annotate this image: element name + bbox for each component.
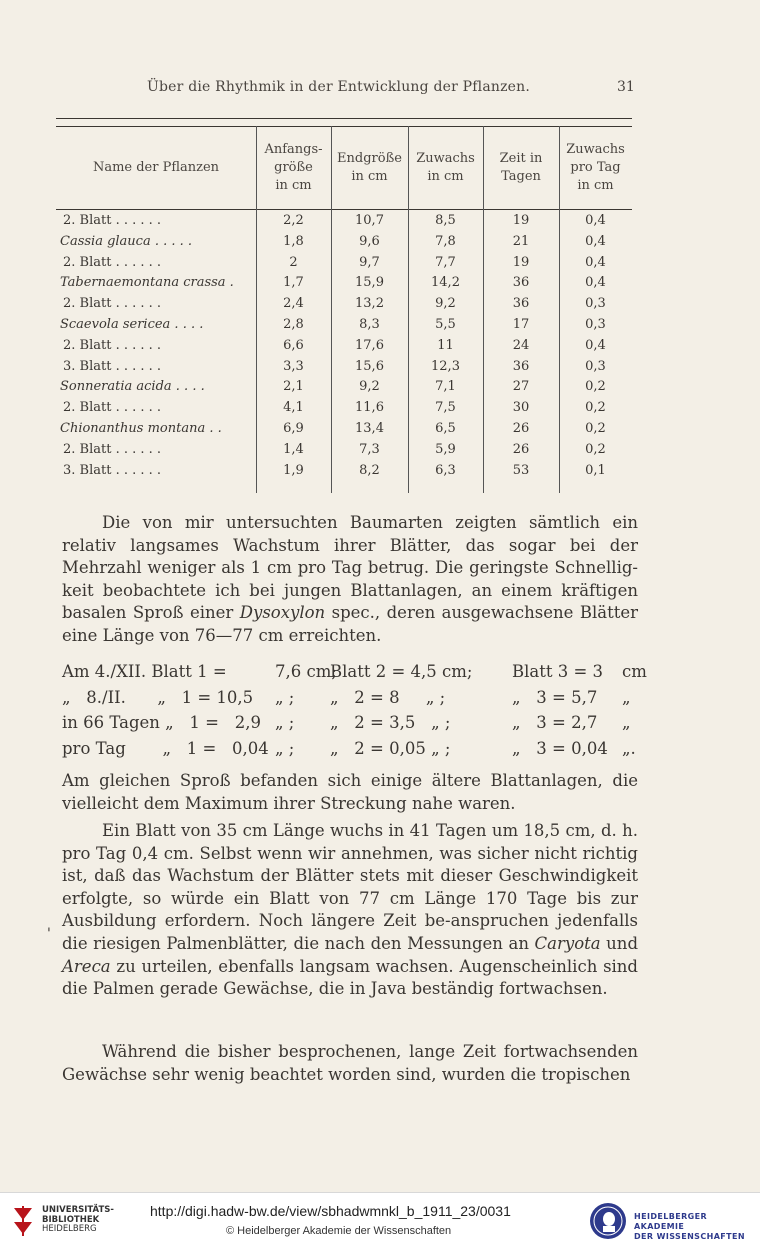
academy-line: HEIDELBERGER AKADEMIE [634, 1212, 708, 1231]
table-cell: 9,7 [359, 254, 380, 270]
leaf-label: 2. Blatt . . . . . . [63, 400, 162, 416]
table-cell: 2,1 [283, 379, 304, 395]
table-cell: 0,2 [585, 379, 606, 395]
running-title: Über die Rhythmik in der Entwicklung der Pflanzen. [147, 79, 531, 95]
text-run: Die von mir untersuchten Baumarten zeigten sämtlich ein relativ langsames Wachstum ihrer Blätter, das sogar bei der Mehrzahl weniger als 1 cm pro Tag betrug. Die geringste Schnellig-keit beobachtete ich bei jungen Blattanlagen, an einem kräftigen basalen Sproß einer [62, 513, 638, 623]
measurement-segment: „ 2 = 0,05 „ ; [330, 738, 451, 758]
academy-line: DER WISSENSCHAFTEN [634, 1232, 745, 1241]
table-cell: 0,4 [585, 275, 606, 291]
table-cell: 15,6 [355, 358, 384, 374]
measurement-segment: cm [622, 662, 647, 681]
table-row [56, 255, 632, 275]
table-cell: 36 [512, 358, 530, 374]
table-cell: 7,3 [359, 441, 380, 457]
table-row [56, 338, 632, 358]
leaf-label: 2. Blatt . . . . . . [63, 254, 162, 270]
measurement-line [62, 739, 652, 763]
page-number: 31 [617, 79, 635, 95]
table-row [56, 421, 632, 441]
table-cell: 6,9 [283, 421, 304, 436]
table-cell: 0,2 [585, 441, 606, 457]
running-header [0, 79, 760, 101]
table-cell: 13,4 [355, 421, 384, 436]
measurement-segment: „ 2 = 3,5 „ ; [330, 713, 451, 732]
header-initial-size [256, 126, 331, 209]
footer-bar [0, 1192, 760, 1250]
species-name: Sonneratia acida . . . . [60, 379, 205, 395]
table-cell: 17,6 [355, 337, 384, 353]
paragraph-3-text [62, 820, 638, 1001]
table-cell: 0,4 [585, 337, 606, 353]
measurement-segment: Blatt 2 = 4,5 cm; [330, 662, 473, 681]
table-cell: 1,8 [283, 233, 304, 249]
table-cell: 0,2 [585, 400, 606, 416]
species-name: Tabernaemontana crassa . [60, 275, 234, 291]
table-cell: 11 [437, 337, 454, 353]
leaf-label: 2. Blatt . . . . . . [63, 441, 162, 457]
table-cell: 4,1 [283, 400, 304, 416]
header-line: Anfangs- [264, 141, 323, 157]
table-cell: 1,4 [283, 441, 304, 457]
margin-mark: ' [47, 926, 51, 942]
paragraph-4 [62, 1041, 638, 1086]
table-cell: 30 [512, 400, 530, 416]
table-cell: 14,2 [431, 275, 460, 291]
table-cell: 1,7 [283, 275, 304, 291]
table-row [56, 213, 632, 233]
paragraph-1-text [62, 512, 638, 648]
measurement-segment: „ 2 = 8 „ ; [330, 687, 446, 707]
table-cell: 1,9 [283, 462, 304, 478]
table-row [56, 400, 632, 420]
table-cell: 2,8 [283, 317, 304, 332]
measurement-segment: „. [622, 738, 636, 758]
table-cell: 24 [512, 337, 530, 353]
measurement-line [62, 662, 652, 686]
table-cell: 10,7 [355, 213, 384, 228]
table-cell: 8,3 [359, 317, 380, 332]
header-time [483, 126, 559, 209]
table-cell: 0,3 [585, 296, 606, 312]
table-cell: 2 [289, 254, 298, 270]
measurement-segment: 7,6 cm; [275, 662, 337, 681]
table-cell: 0,3 [585, 358, 606, 374]
table-row [56, 379, 632, 399]
document-url-link[interactable]: http://digi.hadw-bw.de/view/sbhadwmnkl_b_1911_23/0031 [150, 1203, 511, 1219]
text-run-italic: Dysoxylon [239, 603, 326, 623]
table-cell: 0,4 [585, 213, 606, 228]
header-name [56, 126, 256, 209]
table-cell: 8,5 [435, 213, 456, 228]
table-cell: 2,2 [283, 213, 304, 228]
table-row [56, 463, 632, 483]
header-line: Zuwachs [416, 150, 475, 166]
header-growth-per-day [559, 126, 632, 209]
table-cell: 12,3 [431, 358, 460, 374]
table-cell: 8,2 [359, 462, 380, 478]
table-cell: 21 [512, 233, 530, 249]
table-cell: 2,4 [283, 296, 304, 312]
header-name-text: Name der Pflanzen [92, 159, 220, 175]
copyright-notice: © Heidelberger Akademie der Wissenschaften [226, 1225, 452, 1237]
table-row [56, 275, 632, 295]
table-cell: 11,6 [355, 400, 384, 416]
measurement-line [62, 713, 652, 737]
text-run-italic: Areca [62, 956, 111, 976]
measurement-segment: „ [622, 713, 631, 732]
university-library-label [42, 1206, 114, 1235]
header-line: in cm [577, 177, 614, 193]
header-line: in cm [427, 168, 464, 184]
measurement-segment: „ [622, 687, 631, 707]
species-name: Scaevola sericea . . . . [60, 317, 204, 332]
paragraph-4-text: Während die bisher besprochenen, lange Zeit fortwachsenden Gewächse sehr wenig beachtet worden sind, wurden die tropischen [62, 1042, 638, 1084]
table-cell: 36 [512, 296, 530, 312]
table-cell: 9,2 [359, 379, 380, 395]
academy-seal-icon[interactable] [588, 1201, 628, 1241]
table-cell: 9,2 [435, 296, 456, 312]
table-cell: 27 [512, 379, 530, 395]
ub-line: HEIDELBERG [42, 1224, 97, 1234]
measurement-segment: „ 3 = 0,04 [512, 738, 608, 758]
species-name: Cassia glauca . . . . . [60, 233, 193, 249]
table-cell: 3,3 [283, 358, 304, 374]
measurement-line [62, 688, 652, 712]
text-run-italic: Caryota [534, 933, 601, 953]
table-row [56, 234, 632, 254]
header-line: Tagen [501, 168, 541, 184]
leaf-label: 2. Blatt . . . . . . [63, 213, 162, 228]
text-run: Ein Blatt von 35 cm Länge wuchs in 41 Tagen um 18,5 cm, d. h. pro Tag 0,4 cm. Selbst wenn wir annehmen, was sicher nicht richtig ist, daß das Wachstum der Blätter stets mit dieser Geschwindigkeit erfolgte, so würde ein Blatt von 77 cm Länge 170 Tage bis zur Ausbildung erfordern. Noch längere Zeit be-anspruchen jedenfalls die riesigen Palmenblätter, die nach den Messungen an [62, 821, 638, 953]
header-line: Zeit in [499, 150, 543, 166]
table-cell: 0,1 [585, 462, 606, 478]
measurement-segment: „ ; [275, 687, 295, 707]
table-row [56, 359, 632, 379]
table-cell: 5,9 [435, 441, 456, 457]
table-cell: 5,5 [435, 317, 456, 332]
table-cell: 17 [512, 317, 530, 332]
table-cell: 26 [512, 421, 530, 436]
header-line: Endgröße [337, 150, 402, 166]
table-cell: 26 [512, 441, 530, 457]
paragraph-2 [62, 770, 638, 815]
measurement-segment: pro Tag „ 1 = 0,04 [62, 738, 269, 758]
table-cell: 0,3 [585, 317, 606, 332]
table-cell: 9,6 [359, 233, 380, 249]
measurement-segment: „ 8./II. „ 1 = 10,5 [62, 687, 254, 707]
header-line: pro Tag [570, 159, 621, 175]
table-cell: 7,8 [435, 233, 456, 249]
text-run: zu urteilen, ebenfalls langsam wachsen. Augenscheinlich sind die Palmen gerade Gewächse, die in Java beständig fortwachsen. [62, 956, 638, 999]
measurement-segment: Blatt 3 = 3 [512, 662, 604, 681]
paragraph-1 [62, 512, 638, 648]
header-final-size [331, 126, 408, 209]
text-run: und [600, 933, 638, 953]
leaf-label: 3. Blatt . . . . . . [63, 358, 162, 374]
table-cell: 7,7 [435, 254, 456, 270]
table-cell: 0,4 [585, 233, 606, 249]
table-cell: 6,6 [283, 337, 304, 353]
table-cell: 19 [512, 213, 530, 228]
table-cell: 19 [512, 254, 530, 270]
measurement-segment: in 66 Tagen „ 1 = 2,9 [62, 713, 261, 732]
table-cell: 15,9 [355, 275, 384, 291]
table-row [56, 317, 632, 337]
table-header-rule [56, 209, 632, 210]
footer-rule [0, 1192, 760, 1193]
leaf-label: 2. Blatt . . . . . . [63, 296, 162, 312]
species-name: Chionanthus montana . . [60, 421, 222, 436]
table-top-rule [56, 118, 632, 119]
paragraph-3 [62, 820, 638, 1001]
ub-line: BIBLIOTHEK [42, 1214, 100, 1225]
academy-label [634, 1212, 760, 1242]
paragraph-2-text: Am gleichen Sproß befanden sich einige ältere Blattanlagen, die vielleicht dem Maximum ihrer Streckung nahe waren. [62, 771, 638, 813]
table-cell: 7,1 [435, 379, 456, 395]
table-cell: 0,4 [585, 254, 606, 270]
measurement-segment: Am 4./XII. Blatt 1 = [62, 662, 227, 681]
university-library-logo-icon[interactable] [10, 1202, 36, 1240]
header-line: Zuwachs [566, 141, 625, 157]
ub-line: UNIVERSITÄTS- [42, 1205, 114, 1215]
table-row [56, 296, 632, 316]
measurement-segment: „ ; [275, 738, 295, 758]
leaf-label: 3. Blatt . . . . . . [63, 462, 162, 478]
table-cell: 7,5 [435, 400, 456, 416]
table-cell: 53 [512, 462, 530, 478]
measurement-segment: „ 3 = 2,7 [512, 713, 598, 732]
header-line: in cm [275, 177, 312, 193]
measurement-segment: „ ; [275, 713, 295, 732]
table-cell: 0,2 [585, 421, 606, 436]
table-cell: 6,3 [435, 462, 456, 478]
table-cell: 36 [512, 275, 530, 291]
header-line: größe [274, 159, 313, 175]
text-run: spec., deren ausgewachsene Blätter eine Länge von 76—77 cm erreichten. [62, 603, 638, 645]
table-cell: 6,5 [435, 421, 456, 436]
measurement-segment: „ 3 = 5,7 [512, 687, 598, 707]
leaf-label: 2. Blatt . . . . . . [63, 337, 162, 353]
header-growth [408, 126, 483, 209]
table-row [56, 442, 632, 462]
header-line: in cm [351, 168, 388, 184]
table-cell: 13,2 [355, 296, 384, 312]
